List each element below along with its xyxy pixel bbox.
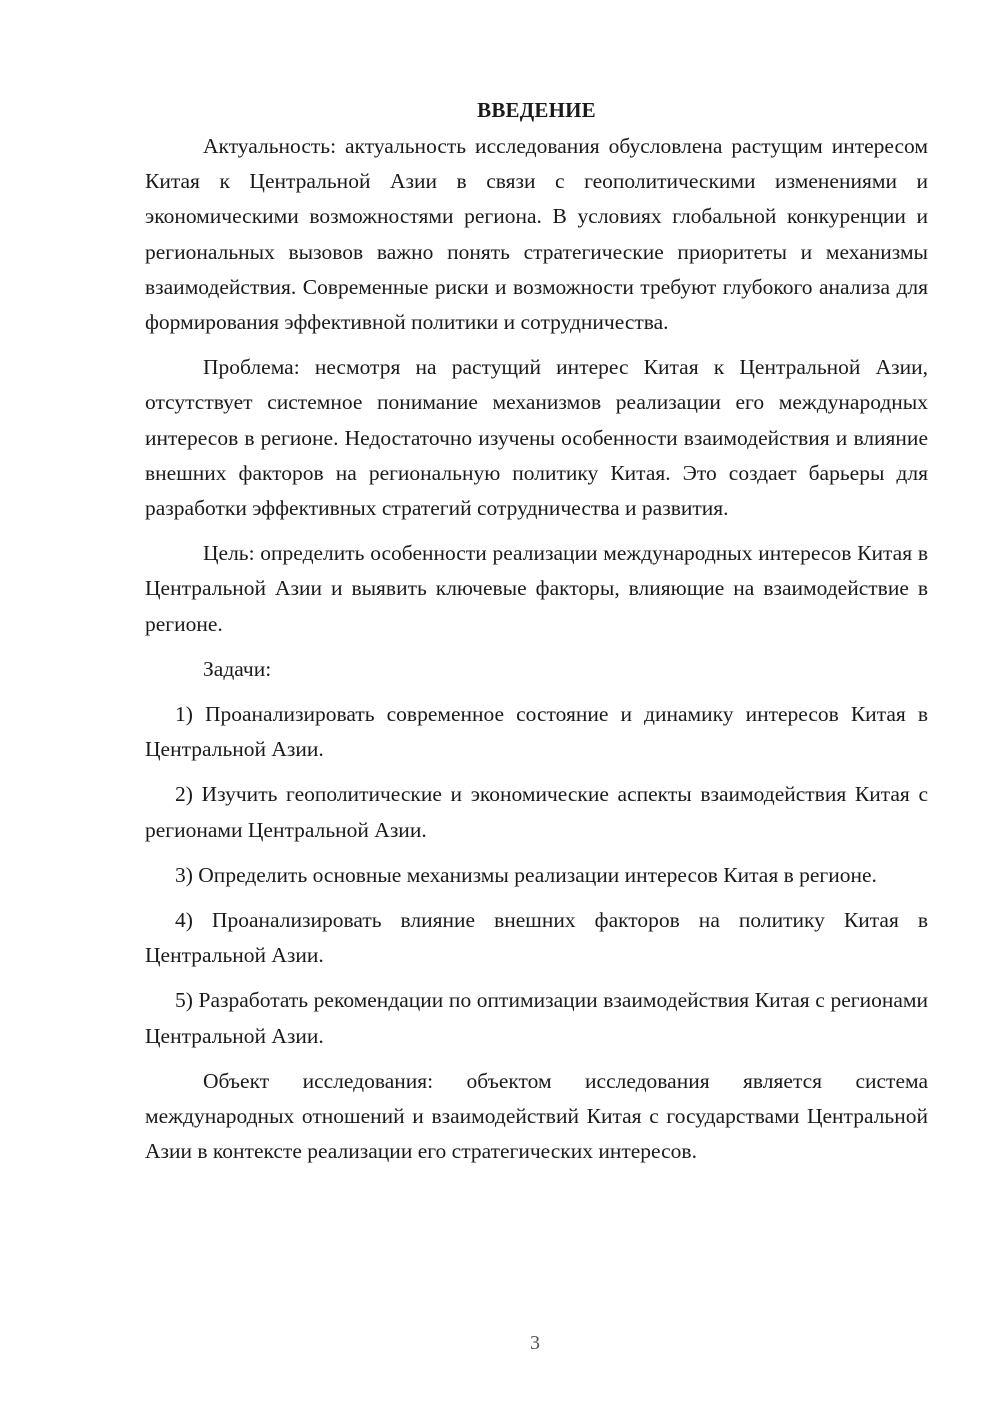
task-item-5: 5) Разработать рекомендации по оптимизации взаимодействия Китая с регионами Центральной Азии. (145, 988, 928, 1048)
task-item-2: 2) Изучить геополитические и экономические аспекты взаимодействия Китая с регионами Центральной Азии. (145, 782, 928, 842)
task-item-4: 4) Проанализировать влияние внешних факторов на политику Китая в Центральной Азии. (145, 908, 928, 968)
page-number: 3 (530, 1332, 540, 1354)
paragraph-goal: Цель: определить особенности реализации международных интересов Китая в Центральной Азии и выявить ключевые факторы, влияющие на взаимодействие в регионе. (145, 541, 928, 636)
section-title: ВВЕДЕНИЕ (477, 98, 596, 122)
tasks-list (145, 697, 928, 1054)
task-item-1: 1) Проанализировать современное состояние и динамику интересов Китая в Центральной Азии. (145, 702, 928, 762)
task-item-3: 3) Определить основные механизмы реализации интересов Китая в регионе. (175, 862, 877, 887)
document-page (145, 92, 928, 1179)
paragraph-object: Объект исследования: объектом исследования является система международных отношений и взаимодействий Китая с государствами Центральной Азии в контексте реализации его стратегических интересов. (145, 1068, 928, 1164)
paragraph-problem: Проблема: несмотря на растущий интерес Китая к Центральной Азии, отсутствует системное понимание механизмов реализации его международных интересов в регионе. Недостаточно изучены особенности взаимодействия и влияние внешних факторов на региональную политику Китая. Это создает барьеры для разработки эффективных стратегий сотрудничества и развития. (145, 355, 928, 521)
paragraph-relevance: Актуальность: актуальность исследования обусловлена растущим интересом Китая к Центральной Азии в связи с геополитическими изменениями и экономическими возможностями региона. В условиях глобальной конкуренции и региональных вызовов важно понять стратегические приоритеты и механизмы взаимодействия. Современные риски и возможности требуют глубокого анализа для формирования эффективной политики и сотрудничества. (145, 134, 928, 335)
tasks-label: Задачи: (203, 656, 272, 681)
